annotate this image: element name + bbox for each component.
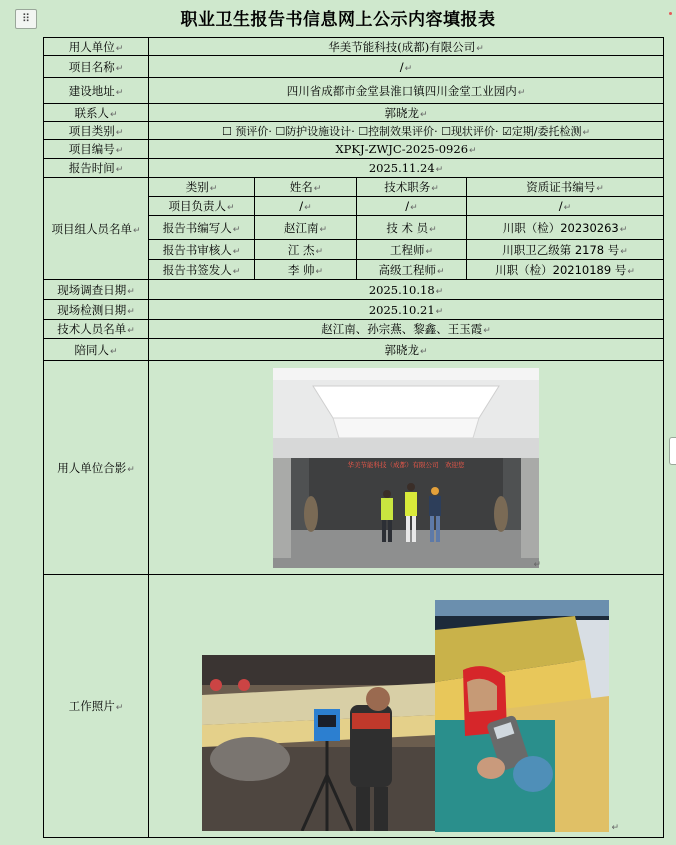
group-photo-cell: 华美节能科技（成都）有限公司 欢迎您 ↵ [149,361,664,575]
project-no-value[interactable]: XPKJ-ZWJC-2025-0926↵ [149,140,664,159]
employer-value[interactable]: 华美节能科技(成都)有限公司↵ [149,38,664,56]
category-label: 项目类别↵ [44,122,149,140]
group-photo-banner: 华美节能科技（成都）有限公司 欢迎您 [347,460,465,469]
test-date-label: 现场检测日期↵ [44,300,149,320]
row-contact [44,104,664,122]
row-test-date [44,300,664,320]
address-label: 建设地址↵ [44,78,149,104]
member-role: 报告书签发人↵ [149,260,255,280]
option-label: 防护设施设计 [285,124,352,138]
member-name[interactable]: 赵江南↵ [255,216,357,240]
project-name-label: 项目名称↵ [44,56,149,78]
category-options: ☐ 预评价· ☐防护设施设计· ☐控制效果评价· ☐现状评价· ☑定期/委托检测↵ [149,122,664,140]
row-technicians [44,320,664,339]
address-value[interactable]: 四川省成都市金堂县淮口镇四川金堂工业园内↵ [149,78,664,104]
report-time-value[interactable]: 2025.11.24↵ [149,159,664,178]
work-photo-1-image[interactable] [202,655,436,831]
checkbox-status-assessment[interactable]: ☐ [441,124,451,138]
team-header-row [44,178,664,197]
row-category [44,122,664,140]
group-photo-image[interactable] [273,368,539,568]
option-label: 定期/委托检测 [511,124,582,138]
report-time-label: 报告时间↵ [44,159,149,178]
option-label: 控制效果评价 [368,124,435,138]
companion-label: 陪同人↵ [44,339,149,361]
work-photo-2-image[interactable] [435,600,609,832]
row-group-photo [44,361,664,575]
row-report-time [44,159,664,178]
row-project-no [44,140,664,159]
checkbox-control-effect[interactable]: ☐ [358,124,369,138]
project-no-label: 项目编号↵ [44,140,149,159]
member-title[interactable]: 工程师↵ [357,240,467,260]
work-photos-cell: ↵ [149,575,664,838]
group-photo-label: 用人单位合影↵ [44,361,149,575]
survey-date-label: 现场调查日期↵ [44,280,149,300]
employer-label: 用人单位↵ [44,38,149,56]
member-cert[interactable]: /↵ [467,197,664,216]
companion-value[interactable]: 郭晓龙↵ [149,339,664,361]
side-scroll-handle[interactable] [669,437,676,465]
test-date-value[interactable]: 2025.10.21↵ [149,300,664,320]
row-project-name [44,56,664,78]
table-move-handle[interactable]: ⠿ [15,9,37,29]
member-title[interactable]: 高级工程师↵ [357,260,467,280]
member-title[interactable]: 技 术 员↵ [357,216,467,240]
team-header-cert: 资质证书编号↵ [467,178,664,197]
row-work-photos [44,575,664,838]
checkbox-protection-design[interactable]: ☐ [275,124,286,138]
member-role: 项目负责人↵ [149,197,255,216]
page-title: 职业卫生报告书信息网上公示内容填报表 [180,10,496,30]
member-title[interactable]: /↵ [357,197,467,216]
checkbox-pre-assessment[interactable]: ☐ [221,124,232,138]
row-companion [44,339,664,361]
survey-date-value[interactable]: 2025.10.18↵ [149,280,664,300]
member-name[interactable]: 李 帅↵ [255,260,357,280]
team-header-name: 姓名↵ [255,178,357,197]
work-photos-label: 工作照片↵ [44,575,149,838]
member-name[interactable]: 江 杰↵ [255,240,357,260]
technicians-label: 技术人员名单↵ [44,320,149,339]
contact-value[interactable]: 郭晓龙↵ [149,104,664,122]
member-cert[interactable]: 川职（检）20230263↵ [467,216,664,240]
member-role: 报告书编写人↵ [149,216,255,240]
checkbox-periodic-testing[interactable]: ☑ [501,124,512,138]
team-header-title: 技术职务↵ [357,178,467,197]
member-role: 报告书审核人↵ [149,240,255,260]
project-name-value[interactable]: /↵ [149,56,664,78]
team-header-role: 类别↵ [149,178,255,197]
contact-label: 联系人↵ [44,104,149,122]
team-label: 项目组人员名单↵ [44,178,149,280]
member-cert[interactable]: 川职卫乙级第 2178 号↵ [467,240,664,260]
option-label: 现状评价 [450,124,495,138]
row-employer [44,38,664,56]
technicians-value[interactable]: 赵江南、孙宗燕、黎鑫、王玉霞↵ [149,320,664,339]
row-address [44,78,664,104]
form-table [43,37,664,838]
member-name[interactable]: /↵ [255,197,357,216]
option-label: 预评价 [235,124,269,138]
member-cert[interactable]: 川职（检）20210189 号↵ [467,260,664,280]
row-survey-date [44,280,664,300]
